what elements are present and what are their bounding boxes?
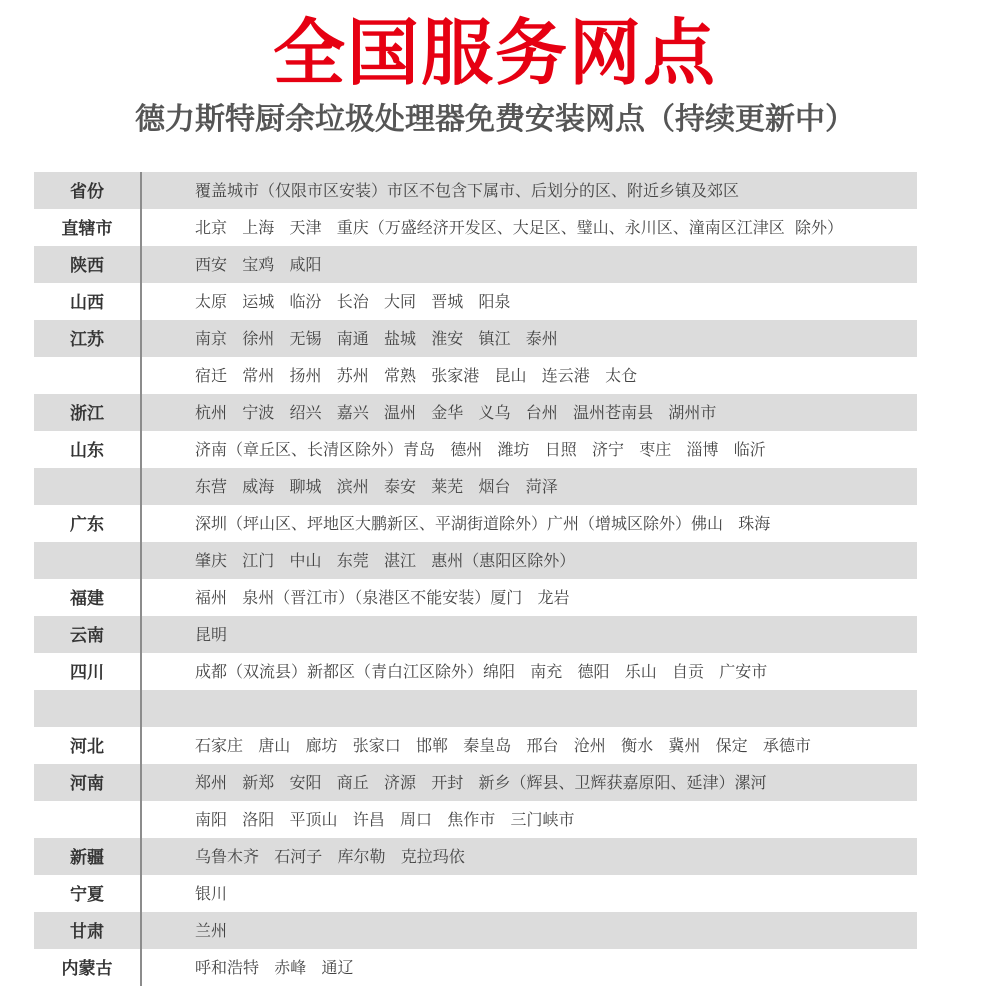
cities-cell: 郑州 新郑 安阳 商丘 济源 开封 新乡（辉县、卫辉获嘉原阳、延津）漯河 [195, 773, 767, 792]
province-cell: 山东 [34, 431, 142, 468]
table-header-row [34, 172, 917, 209]
province-cell: 江苏 [34, 320, 142, 357]
table-row [34, 727, 917, 764]
province-cell: 河南 [34, 764, 142, 801]
table-row [34, 875, 917, 912]
province-cell: 四川 [34, 653, 142, 690]
table-row [34, 209, 917, 246]
cities-cell: 南京 徐州 无锡 南通 盐城 淮安 镇江 泰州 [195, 329, 558, 348]
cities-cell: 成都（双流县）新都区（青白江区除外）绵阳 南充 德阳 乐山 自贡 广安市 [195, 662, 768, 681]
table-row [34, 690, 917, 727]
table-row [34, 505, 917, 542]
province-cell: 内蒙古 [34, 949, 142, 986]
cities-cell: 兰州 [195, 921, 228, 940]
table-row [34, 949, 917, 986]
cities-cell: 宿迁 常州 扬州 苏州 常熟 张家港 昆山 连云港 太仓 [195, 366, 638, 385]
province-cell [34, 357, 142, 394]
cities-cell: 杭州 宁波 绍兴 嘉兴 温州 金华 义乌 台州 温州苍南县 湖州市 [195, 403, 717, 422]
province-cell: 新疆 [34, 838, 142, 875]
province-cell: 福建 [34, 579, 142, 616]
cities-cell: 深圳（坪山区、坪地区大鹏新区、平湖街道除外）广州（增城区除外）佛山 珠海 [195, 514, 771, 533]
province-cell: 河北 [34, 727, 142, 764]
table-row [34, 764, 917, 801]
province-cell: 山西 [34, 283, 142, 320]
province-cell [34, 690, 142, 727]
table-row [34, 283, 917, 320]
province-cell: 浙江 [34, 394, 142, 431]
table-row [34, 616, 917, 653]
cities-cell: 银川 [195, 884, 228, 903]
page-subtitle: 德力斯特厨余垃圾处理器免费安装网点（持续更新中） [135, 102, 855, 137]
table-row [34, 246, 917, 283]
cities-cell: 太原 运城 临汾 长治 大同 晋城 阳泉 [195, 292, 511, 311]
cities-cell: 肇庆 江门 中山 东莞 湛江 惠州（惠阳区除外） [195, 551, 576, 570]
cities-cell: 东营 威海 聊城 滨州 泰安 莱芜 烟台 菏泽 [195, 477, 558, 496]
cities-cell: 福州 泉州（晋江市）（泉港区不能安装）厦门 龙岩 [195, 588, 570, 607]
table-row [34, 394, 917, 431]
province-cell [34, 801, 142, 838]
cities-cell: 乌鲁木齐 石河子 库尔勒 克拉玛依 [195, 847, 465, 866]
province-cell: 云南 [34, 616, 142, 653]
cities-cell: 呼和浩特 赤峰 通辽 [195, 958, 354, 977]
table-row [34, 542, 917, 579]
province-cell: 广东 [34, 505, 142, 542]
table-row [34, 653, 917, 690]
cities-cell: 北京 上海 天津 重庆（万盛经济开发区、大足区、璧山、永川区、潼南区江津区 除外） [195, 218, 843, 237]
table-row [34, 801, 917, 838]
table-row [34, 357, 917, 394]
province-cell: 陕西 [34, 246, 142, 283]
cities-cell: 济南（章丘区、长清区除外）青岛 德州 潍坊 日照 济宁 枣庄 淄博 临沂 [195, 440, 766, 459]
table-row [34, 579, 917, 616]
province-header: 省份 [34, 172, 142, 209]
cities-cell: 南阳 洛阳 平顶山 许昌 周口 焦作市 三门峡市 [195, 810, 575, 829]
province-cell: 直辖市 [34, 209, 142, 246]
cities-header: 覆盖城市（仅限市区安装）市区不包含下属市、后划分的区、附近乡镇及郊区 [195, 181, 740, 200]
table-row [34, 320, 917, 357]
service-network-table [34, 172, 917, 986]
province-cell [34, 468, 142, 505]
cities-cell: 西安 宝鸡 咸阳 [195, 255, 322, 274]
table-row [34, 912, 917, 949]
cities-cell: 昆明 [195, 625, 228, 644]
table-row [34, 431, 917, 468]
province-cell [34, 542, 142, 579]
province-cell: 甘肃 [34, 912, 142, 949]
table-row [34, 838, 917, 875]
province-cell: 宁夏 [34, 875, 142, 912]
cities-cell: 石家庄 唐山 廊坊 张家口 邯郸 秦皇岛 邢台 沧州 衡水 冀州 保定 承德市 [195, 736, 811, 755]
table-row [34, 468, 917, 505]
page-title: 全国服务网点 [272, 11, 717, 95]
